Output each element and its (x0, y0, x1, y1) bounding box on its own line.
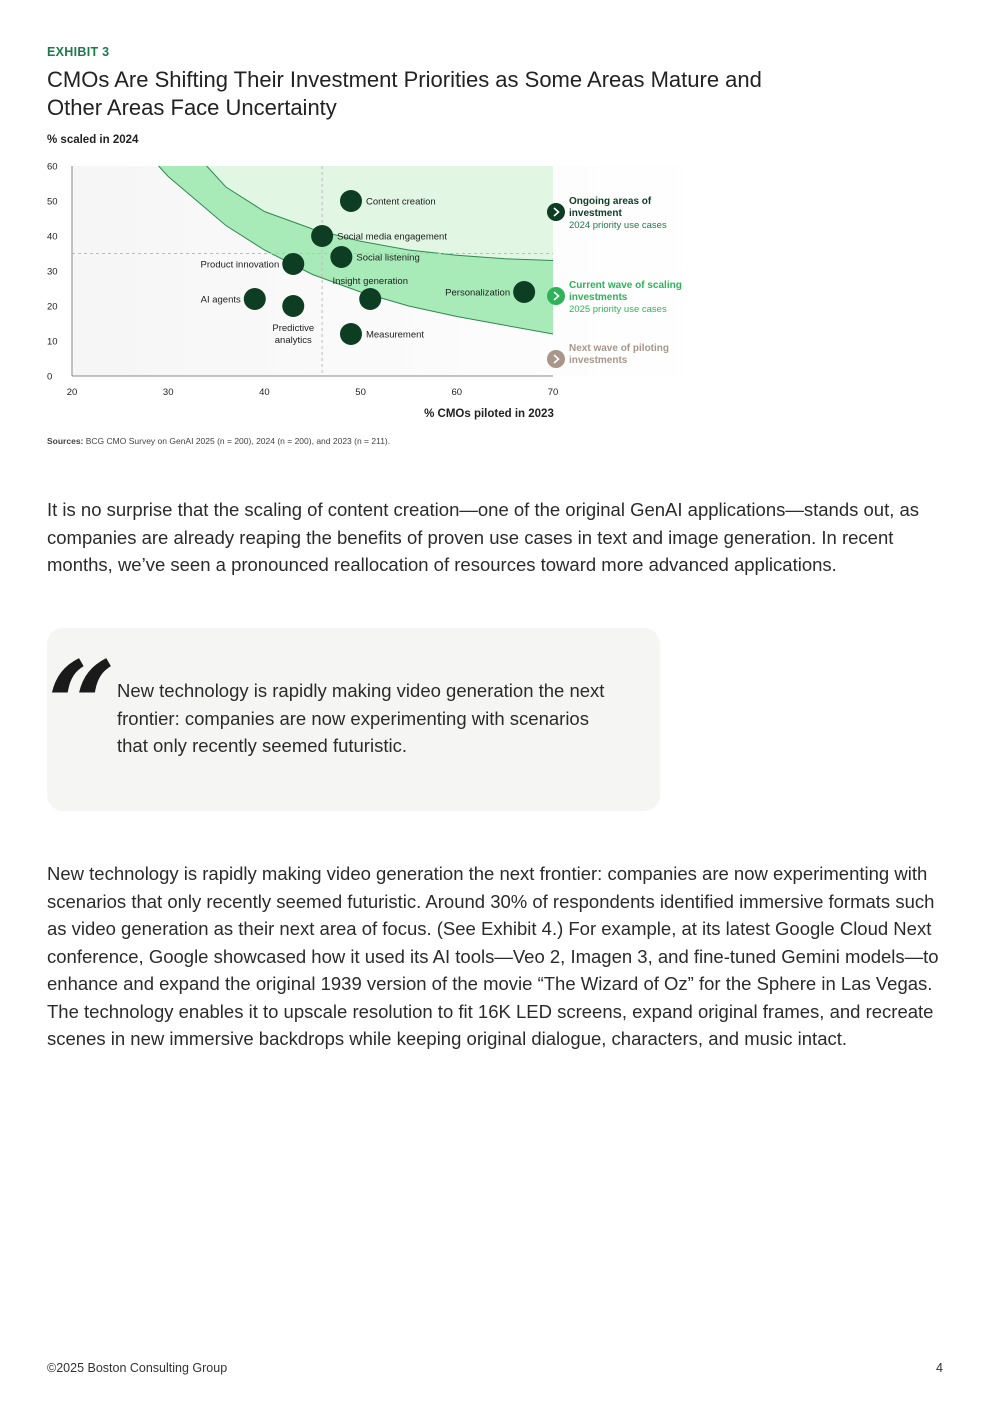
exhibit-title: CMOs Are Shifting Their Investment Priorities as Some Areas Mature and Other Areas Face Uncertainty (47, 67, 762, 120)
scatter-chart (0, 0, 992, 430)
x-tick-label: 70 (547, 387, 559, 398)
data-point-label: Measurement (365, 329, 425, 341)
y-tick-label: 50 (47, 196, 58, 208)
data-point (359, 288, 381, 310)
data-point-label: Insight generation (332, 276, 408, 287)
data-point-label: Social media engagement (337, 231, 447, 243)
data-point-label: Social listening (356, 252, 420, 264)
legend-marker (547, 350, 565, 368)
quote-mark-icon: “ (47, 635, 117, 776)
pull-quote-text: New technology is rapidly making video generation the next frontier: companies are now experimenting with scenarios that only recently seemed futuristic. (117, 680, 605, 756)
data-point (282, 253, 304, 275)
x-axis-title: % CMOs piloted in 2023 (424, 408, 554, 420)
data-point (513, 281, 535, 303)
sources-label: Sources: (47, 436, 84, 446)
data-point (340, 190, 362, 212)
legend-title: investment (569, 208, 622, 219)
y-tick-label: 60 (47, 161, 58, 173)
data-point-label: analytics (274, 335, 312, 346)
data-point-label: Personalization (445, 287, 511, 299)
data-point (330, 246, 352, 268)
legend-title: Current wave of scaling (569, 280, 682, 291)
data-point-label: Product innovation (200, 259, 280, 271)
x-tick-label: 20 (66, 387, 78, 398)
y-tick-label: 10 (47, 336, 58, 348)
x-tick-label: 30 (162, 387, 174, 398)
y-tick-label: 40 (47, 231, 58, 243)
data-point (282, 295, 304, 317)
legend-title: investments (569, 292, 628, 303)
data-point (311, 225, 333, 247)
body-paragraph-1: It is no surprise that the scaling of content creation—one of the original GenAI applications—stands out, as companies are already reaping the benefits of proven use cases in text and image generation. In recent months, we’ve seen a pronounced reallocation of resources toward more advanced applications. (47, 499, 920, 575)
data-point (340, 323, 362, 345)
exhibit-label: EXHIBIT 3 (47, 45, 110, 59)
legend-subtitle: 2024 priority use cases (569, 220, 667, 231)
sources-note (47, 436, 390, 446)
legend-marker (547, 203, 565, 221)
legend-title: Next wave of piloting (569, 343, 670, 354)
legend-subtitle: 2025 priority use cases (569, 304, 667, 315)
x-tick-label: 50 (355, 387, 366, 398)
data-point-label: AI agents (200, 294, 241, 306)
body-paragraph-2: New technology is rapidly making video generation the next frontier: companies are now experimenting with scenarios that only recently seemed futuristic. Around 30% of respondents identified immersive formats such as video generation as their next area of focus. (See Exhibit 4.) For example, at its latest Google Cloud Next conference, Google showcased how it used its AI tools—Veo 2, Imagen 3, and fine-tuned Gemini models—to enhance and expand the original 1939 version of the movie “The Wizard of Oz” for the Sphere in Las Vegas. The technology enables it to upscale resolution to fit 16K LED screens, expand original frames, and recreate scenes in new immersive backdrops while keeping original dialogue, characters, and music intact. (47, 863, 939, 1049)
y-tick-label: 20 (47, 301, 58, 313)
legend-title: investments (569, 355, 628, 366)
page-number: 4 (936, 1361, 943, 1375)
legend-title: Ongoing areas of (569, 196, 652, 207)
pull-quote (47, 628, 660, 811)
x-tick-label: 40 (259, 387, 270, 398)
data-point-label: Content creation (365, 196, 436, 208)
sources-text: BCG CMO Survey on GenAI 2025 (n = 200), 2024 (n = 200), and 2023 (n = 211). (85, 436, 391, 446)
footer-copyright: ©2025 Boston Consulting Group (47, 1361, 228, 1375)
y-tick-label: 0 (47, 371, 53, 383)
y-tick-label: 30 (47, 266, 58, 278)
data-point-label: Predictive (272, 323, 315, 334)
legend-marker (547, 287, 565, 305)
y-axis-title: % scaled in 2024 (47, 134, 139, 146)
data-point (244, 288, 266, 310)
x-tick-label: 60 (451, 387, 463, 398)
